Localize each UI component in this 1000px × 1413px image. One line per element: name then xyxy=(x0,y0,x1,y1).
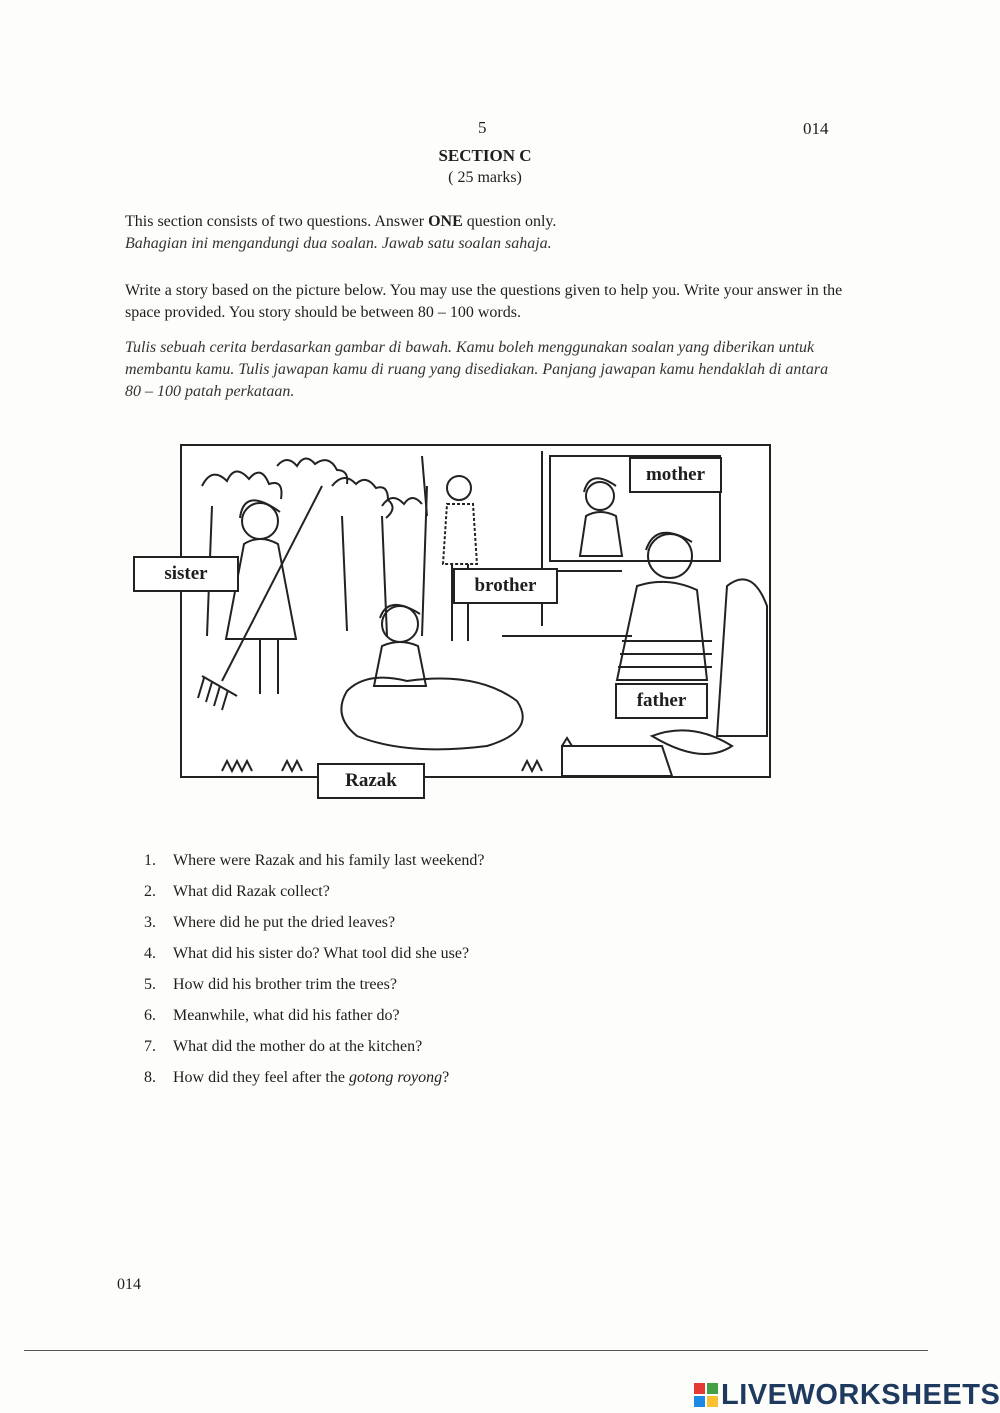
sister-head xyxy=(242,503,278,539)
question-item: 7. What did the mother do at the kitchen? xyxy=(144,1038,423,1055)
father-shirt-stripes xyxy=(618,641,712,667)
doc-code-top: 014 xyxy=(803,119,829,138)
grass xyxy=(222,761,302,771)
question-item: 1. Where were Razak and his family last weekend? xyxy=(144,852,485,869)
liveworksheets-wordmark: LIVEWORKSHEETS xyxy=(721,1378,1000,1411)
question-item: 6. Meanwhile, what did his father do? xyxy=(144,1007,400,1024)
brother-head xyxy=(447,476,471,500)
car-body xyxy=(717,579,767,736)
instructions-en: This section consists of two questions. Answer ONE question only. xyxy=(125,213,557,230)
footer-rule xyxy=(24,1350,928,1351)
question-list xyxy=(144,848,484,1096)
tree-trunk xyxy=(342,516,347,631)
question-item: 5. How did his brother trim the trees? xyxy=(144,976,397,993)
task-my: Tulis sebuah cerita berdasarkan gambar di bawah. Kamu boleh menggunakan soalan yang diberikan untuk membantu kamu. Tulis jawapan kamu di ruang yang disediakan. Panjang jawapan kamu hendaklah di antara 80 – 100 patah perkataan. xyxy=(125,339,829,400)
label-brother: brother xyxy=(453,568,558,604)
liveworksheets-logo-icon xyxy=(694,1383,718,1407)
tree-bush xyxy=(202,471,282,499)
label-razak: Razak xyxy=(317,763,425,799)
section-title: SECTION C xyxy=(438,146,532,165)
label-father: father xyxy=(615,683,708,719)
label-mother: mother xyxy=(629,457,722,493)
logo-square xyxy=(707,1396,718,1407)
family-cleaning-illustration xyxy=(182,446,769,776)
instructions xyxy=(125,211,845,255)
logo-square xyxy=(694,1383,705,1394)
rake-head xyxy=(198,676,237,710)
doc-code-bottom: 014 xyxy=(117,1276,141,1293)
mother-hair xyxy=(584,478,616,492)
tree-bush xyxy=(332,478,393,518)
task-en: Write a story based on the picture below. You may use the questions given to help you. Write your answer in the space provided. You story should be between 80 – 100 words. xyxy=(125,282,843,321)
bucket xyxy=(562,746,672,776)
picture-frame xyxy=(180,444,771,778)
question-item: 4. What did his sister do? What tool did she use? xyxy=(144,945,470,962)
logo-square xyxy=(694,1396,705,1407)
leaf-sack xyxy=(341,678,522,750)
brother-shirt xyxy=(443,504,477,564)
father-head xyxy=(648,534,692,578)
mother-head xyxy=(586,482,614,510)
question-item: 2. What did Razak collect? xyxy=(144,883,330,900)
grass xyxy=(522,738,572,771)
question-item: 8. How did they feel after the gotong royong? xyxy=(144,1069,450,1086)
father-body xyxy=(617,582,707,680)
question-item: 3. Where did he put the dried leaves? xyxy=(144,914,396,931)
logo-square xyxy=(707,1383,718,1394)
label-sister: sister xyxy=(133,556,239,592)
tree-bush xyxy=(382,498,422,506)
liveworksheets-brand xyxy=(694,1378,1000,1412)
section-marks: ( 25 marks) xyxy=(448,169,522,186)
instructions-my: Bahagian ini mengandungi dua soalan. Jawab satu soalan sahaja. xyxy=(125,235,552,252)
mother-body xyxy=(580,512,622,556)
page-number: 5 xyxy=(478,118,487,137)
